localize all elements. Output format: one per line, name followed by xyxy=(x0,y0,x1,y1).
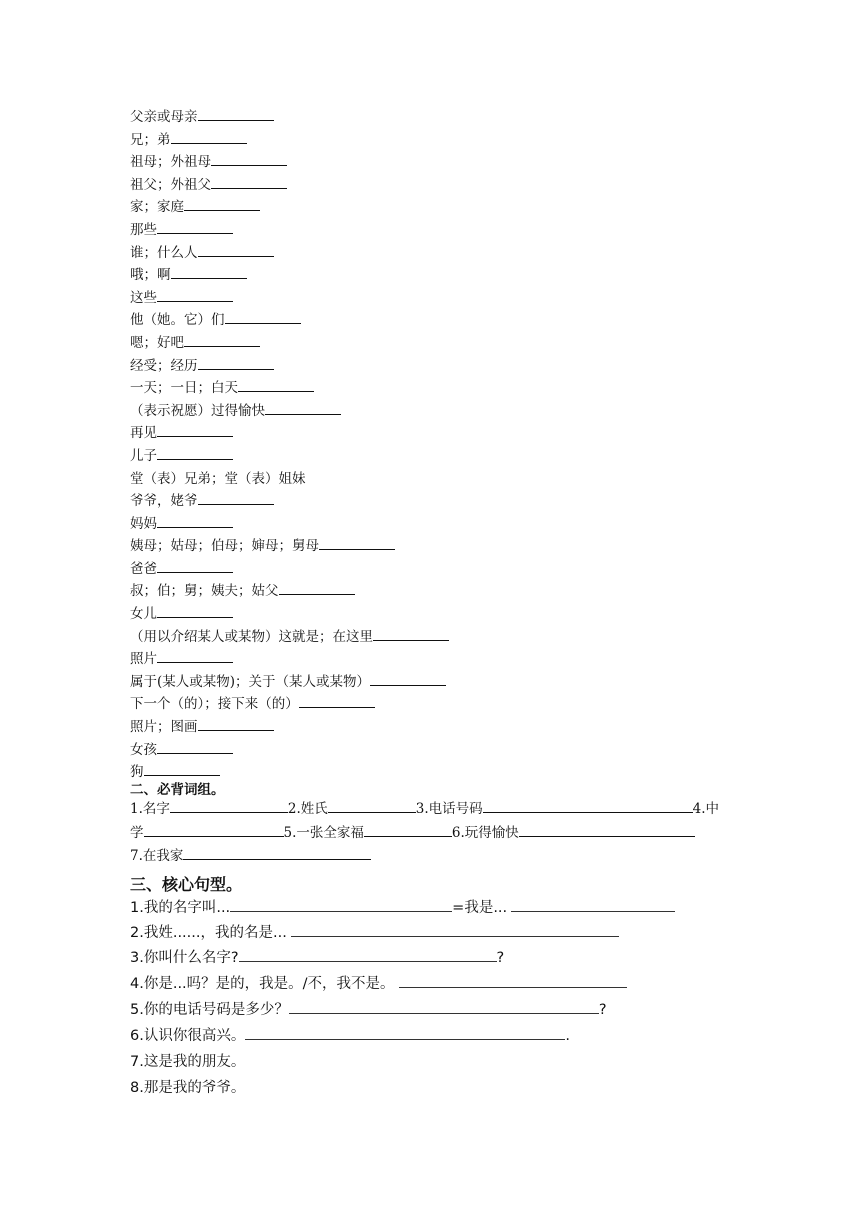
vocab-row xyxy=(130,129,449,152)
vocab-term: 再见 xyxy=(130,425,157,442)
sentence-row xyxy=(130,1050,245,1074)
answer-blank[interactable] xyxy=(289,999,599,1014)
vocab-row xyxy=(130,603,449,626)
vocab-row xyxy=(130,151,449,174)
vocab-row xyxy=(130,377,449,400)
vocab-row xyxy=(130,219,449,242)
phrase-row xyxy=(130,822,695,844)
vocab-term: 经受；经历 xyxy=(130,357,198,374)
sentence-text: . xyxy=(565,1028,570,1044)
answer-blank[interactable] xyxy=(230,897,452,912)
answer-blank[interactable] xyxy=(299,695,375,708)
sentence-text: 5.你的电话号码是多少？ xyxy=(130,1002,289,1018)
vocab-row xyxy=(130,242,449,265)
answer-blank[interactable] xyxy=(238,379,314,392)
vocab-row xyxy=(130,445,449,468)
answer-blank[interactable] xyxy=(183,847,371,860)
sentence-text: 2.我姓......，我的名是... xyxy=(130,925,287,941)
answer-blank[interactable] xyxy=(157,289,233,302)
vocab-row xyxy=(130,513,449,536)
answer-blank[interactable] xyxy=(198,718,274,731)
vocab-row xyxy=(130,332,449,355)
answer-blank[interactable] xyxy=(519,824,695,837)
phrase-term: 4.中 xyxy=(692,801,720,817)
vocab-row xyxy=(130,648,449,671)
sentence-text: 8.那是我的爷爷。 xyxy=(130,1080,246,1096)
vocab-row xyxy=(130,309,449,332)
vocab-term: 他（她。它）们 xyxy=(130,312,225,329)
phrase-row xyxy=(130,798,719,820)
sentence-row xyxy=(130,998,607,1022)
vocab-row xyxy=(130,400,449,423)
sentence-row xyxy=(130,896,675,920)
answer-blank[interactable] xyxy=(157,650,233,663)
answer-blank[interactable] xyxy=(328,800,416,813)
sentence-row xyxy=(130,946,504,970)
phrase-row xyxy=(130,845,371,867)
sentence-text: 6.认识你很高兴。 xyxy=(130,1028,246,1044)
sentence-text: 3.你叫什么名字? xyxy=(130,950,239,966)
answer-blank[interactable] xyxy=(157,560,233,573)
vocab-term: 属于(某人或某物)；关于（某人或某物） xyxy=(130,673,371,690)
section-heading-phrases: 二、必背词组。 xyxy=(130,782,225,798)
answer-blank[interactable] xyxy=(225,311,301,324)
vocab-row xyxy=(130,468,449,491)
answer-blank[interactable] xyxy=(279,582,355,595)
answer-blank[interactable] xyxy=(239,947,497,962)
answer-blank[interactable] xyxy=(170,800,288,813)
sentence-text: =我是... xyxy=(452,900,508,916)
vocab-row xyxy=(130,671,449,694)
vocab-term: 父亲或母亲 xyxy=(130,109,198,125)
answer-blank[interactable] xyxy=(211,153,287,166)
vocab-term: 叔；伯；舅；姨夫；姑父 xyxy=(130,583,279,600)
answer-blank[interactable] xyxy=(171,266,247,279)
sentence-row xyxy=(130,1076,245,1100)
answer-blank[interactable] xyxy=(157,605,233,618)
vocab-row xyxy=(130,196,449,219)
vocab-term: 堂（表）兄弟；堂（表）姐妹 xyxy=(130,470,306,487)
vocab-term: 一天；一日；白天 xyxy=(130,380,238,397)
vocab-row xyxy=(130,535,449,558)
answer-blank[interactable] xyxy=(291,922,619,937)
vocab-term: 祖父；外祖父 xyxy=(130,176,211,193)
vocab-row xyxy=(130,264,449,287)
vocab-term: 爷爷，姥爷 xyxy=(130,493,198,510)
answer-blank[interactable] xyxy=(157,221,233,234)
answer-blank[interactable] xyxy=(157,515,233,528)
answer-blank[interactable] xyxy=(198,357,274,370)
phrase-term: 7.在我家 xyxy=(130,848,184,864)
answer-blank[interactable] xyxy=(370,673,446,686)
vocab-term: 妈妈 xyxy=(130,515,157,532)
answer-blank[interactable] xyxy=(171,131,247,144)
vocab-term: 谁；什么人 xyxy=(130,244,198,261)
vocab-term: 姨母；姑母；伯母；婶母；舅母 xyxy=(130,538,319,555)
phrase-term: 学 xyxy=(130,825,144,841)
vocab-term: 爸爸 xyxy=(130,560,157,577)
phrase-term: 3.电话号码 xyxy=(415,801,483,817)
vocab-term: 女儿 xyxy=(130,606,157,623)
vocab-row xyxy=(130,739,449,762)
phrase-term: 2.姓氏 xyxy=(287,801,328,817)
vocab-row xyxy=(130,558,449,581)
sentence-row xyxy=(130,921,619,945)
vocab-term: （用以介绍某人或某物）这就是；在这里 xyxy=(130,628,373,645)
answer-blank[interactable] xyxy=(511,897,675,912)
vocab-term: 下一个（的）；接下来（的） xyxy=(130,696,299,713)
vocab-list xyxy=(130,106,449,784)
sentence-text: 7.这是我的朋友。 xyxy=(130,1054,246,1070)
answer-blank[interactable] xyxy=(157,741,233,754)
vocab-row xyxy=(130,490,449,513)
answer-blank[interactable] xyxy=(198,108,274,121)
answer-blank[interactable] xyxy=(198,244,274,257)
vocab-term: 狗 xyxy=(130,764,144,781)
answer-blank[interactable] xyxy=(319,537,395,550)
vocab-row xyxy=(130,287,449,310)
sentence-text: ? xyxy=(598,1002,607,1018)
answer-blank[interactable] xyxy=(157,424,233,437)
answer-blank[interactable] xyxy=(144,763,220,776)
vocab-term: 哦；啊 xyxy=(130,267,171,284)
answer-blank[interactable] xyxy=(184,198,260,211)
vocab-term: （表示祝愿）过得愉快 xyxy=(130,402,265,419)
sentence-text: 4.你是...吗？是的，我是。/不，我不是。 xyxy=(130,976,395,992)
vocab-term: 儿子 xyxy=(130,447,157,464)
vocab-term: 这些 xyxy=(130,289,157,306)
answer-blank[interactable] xyxy=(157,447,233,460)
answer-blank[interactable] xyxy=(198,492,274,505)
vocab-term: 嗯；好吧 xyxy=(130,334,184,351)
answer-blank[interactable] xyxy=(265,402,341,415)
vocab-term: 照片 xyxy=(130,651,157,668)
answer-blank[interactable] xyxy=(483,800,693,813)
vocab-row xyxy=(130,422,449,445)
answer-blank[interactable] xyxy=(245,1025,565,1040)
sentence-row xyxy=(130,1024,570,1048)
vocab-row xyxy=(130,580,449,603)
vocab-row xyxy=(130,693,449,716)
answer-blank[interactable] xyxy=(144,824,284,837)
vocab-term: 女孩 xyxy=(130,741,157,758)
sentence-text: ? xyxy=(496,950,505,966)
vocab-row xyxy=(130,716,449,739)
section-heading-sentences: 三、核心句型。 xyxy=(130,875,243,894)
phrase-term: 1.名字 xyxy=(130,801,170,817)
phrase-term: 5.一张全家福 xyxy=(283,825,364,841)
vocab-term: 照片；图画 xyxy=(130,719,198,736)
answer-blank[interactable] xyxy=(399,973,627,988)
vocab-row xyxy=(130,355,449,378)
vocab-row xyxy=(130,174,449,197)
vocab-row xyxy=(130,626,449,649)
answer-blank[interactable] xyxy=(364,824,452,837)
answer-blank[interactable] xyxy=(373,628,449,641)
vocab-term: 家；家庭 xyxy=(130,199,184,216)
sentence-text: 1.我的名字叫... xyxy=(130,900,231,916)
answer-blank[interactable] xyxy=(211,176,287,189)
vocab-row xyxy=(130,106,449,129)
answer-blank[interactable] xyxy=(184,334,260,347)
sentence-row xyxy=(130,972,627,996)
phrase-term: 6.玩得愉快 xyxy=(451,825,519,841)
vocab-term: 兄；弟 xyxy=(130,131,171,148)
vocab-term: 那些 xyxy=(130,221,157,238)
vocab-term: 祖母；外祖母 xyxy=(130,154,211,171)
